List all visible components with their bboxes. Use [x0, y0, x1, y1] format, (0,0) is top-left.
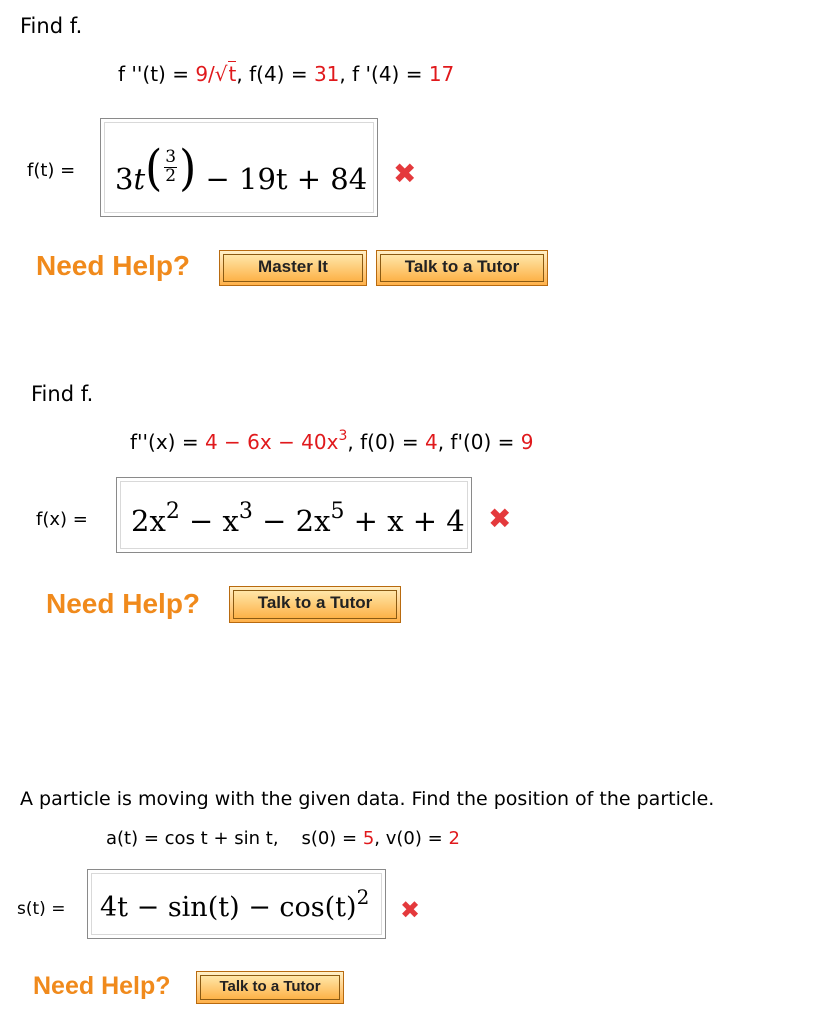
problem-1-given: f ''(t) = 9/√t, f(4) = 31, f '(4) = 17 [118, 62, 455, 86]
problem-1-answer-label: f(t) = [27, 160, 76, 181]
master-it-button[interactable]: Master It [219, 250, 367, 286]
problem-1-answer-expression: 3t( $\frac{3}{2}$ ) − 19t + 84 [115, 140, 368, 197]
sqrt-symbol: √t [214, 62, 237, 86]
problem-3-prompt: A particle is moving with the given data. Find the position of the particle. [20, 788, 715, 810]
talk-to-tutor-button[interactable]: Talk to a Tutor [229, 586, 401, 623]
problem-3-need-help: Need Help? [33, 972, 171, 1000]
problem-1-need-help: Need Help? [36, 250, 191, 281]
problem-1-prompt: Find f. [20, 14, 83, 38]
talk-to-tutor-button[interactable]: Talk to a Tutor [196, 971, 344, 1004]
problem-2-prompt: Find f. [31, 382, 94, 406]
talk-to-tutor-button[interactable]: Talk to a Tutor [376, 250, 548, 286]
problem-2-answer-field[interactable] [116, 477, 472, 553]
problem-2-answer-label: f(x) = [36, 509, 88, 530]
problem-1-answer-field[interactable] [100, 118, 378, 217]
problem-3-given: a(t) = cos t + sin t, s(0) = 5, v(0) = 2 [106, 828, 460, 849]
incorrect-x-icon: ✖ [400, 896, 421, 924]
problem-2-answer-expression: $2x^2 - x^3 - 2x^5 + x + 4$ [131, 499, 465, 538]
problem-2-given: $f''(x) = 4 - 6x - 40x^3$, f(0) = 4, f'(0) = 9 [130, 428, 534, 454]
problem-3-answer-label: s(t) = [17, 899, 66, 919]
incorrect-x-icon: ✖ [488, 502, 512, 535]
problem-3-answer-expression: $4t - \sin(t) - \cos(t)^2$ [100, 885, 370, 923]
problem-3-answer-field[interactable] [87, 869, 386, 939]
problem-2-need-help: Need Help? [46, 588, 201, 619]
incorrect-x-icon: ✖ [393, 157, 417, 190]
